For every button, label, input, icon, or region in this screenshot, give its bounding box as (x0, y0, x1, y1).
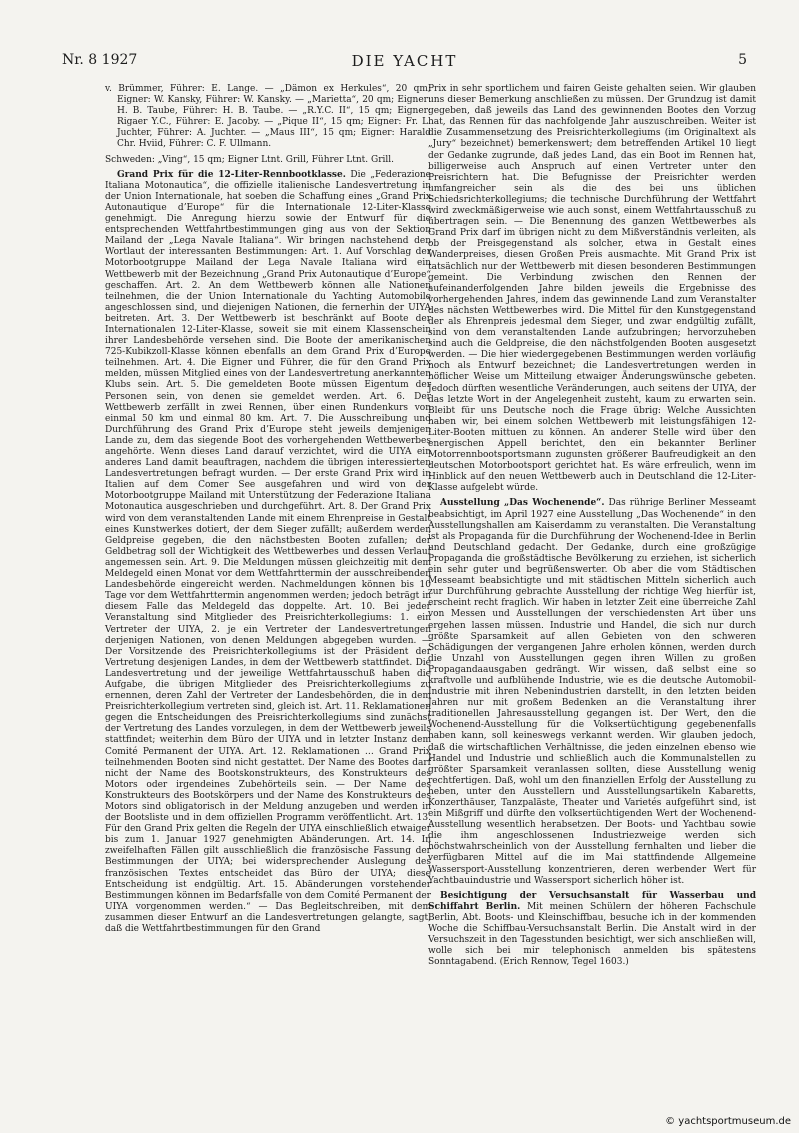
magazine-title: DIE YACHT (351, 52, 458, 70)
page-header (62, 52, 747, 74)
left-column (105, 84, 431, 935)
besichtigung-article (428, 891, 756, 969)
besichtigung-heading: Besichtigung der Versuchsanstalt für Wasserbau und Schiffahrt Berlin. (428, 890, 756, 912)
ausstellung-heading: Ausstellung „Das Wochenende“. (440, 498, 605, 509)
grand-prix-continuation: Prix in sehr sportlichem und fairen Geiste gehalten seien. Wir glauben uns dieser Bemerkung anschließen zu müssen. Der Grundzug ist damit gegeben, daß jeweils das Land des gewinnenden Bootes den Vorzug hat, das Rennen für das nachfolgende Jahr auszuschreiben. Weiter ist die Zusammensetzung des Preisrichterkollegiums (im Originaltext als „Jury“ bezeichnet) bemerkenswert; dem betreffenden Artikel 10 liegt der Gedanke zugrunde, daß jedes Land, das ein Boot im Rennen hat, billigerweise auch Anspruch auf einen Vertreter unter den Preisrichtern hat. Die Befugnisse der Preisrichter werden umfangreicher sein als die des bei uns üblichen Schiedsrichterkollegiums; die technische Durchführung der Wettfahrt wird zweckmäßigerweise wie auch sonst, einem Wettfahrtausschuß zu übertragen sein. — Die Benennung des ganzen Wettbewerbes als Grand Prix darf im übrigen nicht zu dem Mißverständnis verleiten, als ob der Preisgegenstand als solcher, etwa in Gestalt eines Wanderpreises, diesen Großen Preis ausmachte. Mit Grand Prix ist tatsächlich nur der Wettbewerb mit diesen besonderen Bestimmungen gemeint. Die Verbindung zwischen den Rennen der aufeinanderfolgenden Jahre bilden jeweils die Ergebnisse des vorhergehenden Jahres, indem das gewinnende Land zum Veranstalter des nächsten Wettbewerbes wird. Die Mittel für den Kunstgegenstand der als Ehrenpreis jedesmal dem Sieger, und zwar endgültig zufällt, sind von dem veranstaltenden Lande aufzubringen; hervorzuheben sind auch die Geldpreise, die den nächstfolgenden Booten ausgesetzt werden. — Die hier wiedergegebenen Bestimmungen werden vorläufig noch als Entwurf bezeichnet; die Landesvertretungen werden in höflicher Weise um Mitteilung etwaiger Änderungswünsche gebeten. Jedoch dürften wesentliche Veränderungen, auch seitens der UIYA, der das letzte Wort in der Angelegenheit zusteht, kaum zu erwarten sein. Bleibt für uns Deutsche noch die Frage übrig: Welche Aussichten haben wir, bei einem solchen Wettbewerb mit leistungsfähigen 12-Liter-Booten mittuen zu können. An anderer Stelle wird über den energischen Appell berichtet, den ein bekannter Berliner Motorrennbootsportsmann zugunsten größerer Baufreudigkeit an den deutschen Motorbootsport gerichtet hat. Es wäre erfreulich, wenn im Hinblick auf den neuen Wettbewerb auch in Deutschland die 12-Liter-Klasse aufgelebt würde. (428, 84, 756, 494)
grand-prix-text: Die „Federazione Italiana Motonautica“, die offizielle italienische Landesvertretung in der Union Internationale, hat soeben die Schaffung eines „Grand Prix Autonautique d’Europe“ für die Internationale 12-Liter-Klasse genehmigt. Die Anregung hierzu sowie der Entwurf für die entsprechenden Wettfahrtbestimmungen ging aus von der Sektion Mailand der „Lega Navale Italiana“. Wir bringen nachstehend den Wortlaut der interessanten Bestimmungen: Art. 1. Auf Vorschlag der Motorbootgruppe Mailand der Lega Navale Italiana wird ein Wettbewerb mit der Bezeichnung „Grand Prix Autonautique d’Europe“ geschaffen. Art. 2. An dem Wettbewerb können alle Nationen teilnehmen, die der Union Internationale du Yachting Automobile angeschlossen sind, und diejenigen Nationen, die fernerhin der UIYA beitreten. Art. 3. Der Wettbewerb ist beschränkt auf Boote der Internationalen 12-Liter-Klasse, soweit sie mit einem Klassenschein ihrer Landesbehörde versehen sind. Die Boote der amerikanischen 725-Kubikzoll-Klasse können ebenfalls an dem Grand Prix d’Europe teilnehmen. Art. 4. Die Eigner und Führer, die für den Grand Prix melden, müssen Mitglied eines von der Landesvertretung anerkannten Klubs sein. Art. 5. Die gemeldeten Boote müssen Eigentum der Personen sein, von denen sie gemeldet werden. Art. 6. Der Wettbewerb zerfällt in zwei Rennen, über einen Rundenkurs von einmal 50 km und einmal 80 km. Art. 7. Die Ausschreibung und Durchführung des Grand Prix d’Europe steht jeweils demjenigen Lande zu, dem das siegende Boot des vorhergehenden Wettbewerbes angehörte. Wenn dieses Land darauf verzichtet, wird die UIYA ein anderes Land damit beauftragen, nachdem die übrigen interessierten Landesvertretungen befragt wurden. — Der erste Grand Prix wird in Italien auf dem Comer See ausgefahren und wird von der Motorbootgruppe Mailand mit Unterstützung der Federazione Italiana Motonautica ausgeschrieben und durchgeführt. Art. 8. Der Grand Prix wird von dem veranstaltenden Lande mit einem Ehrenpreise in Gestalt eines Kunstwerkes dotiert, der dem Sieger zufällt; außerdem werden Geldpreise gegeben, die den nächstbesten Booten zufallen; der Geldbetrag soll der Wichtigkeit des Wettbewerbes und dessen Verlauf angemessen sein. Art. 9. Die Meldungen müssen gleichzeitig mit dem Meldegeld einen Monat vor dem Wettfahrttermin der ausschreibenden Landesbehörde eingereicht werden. Nachmeldungen können bis 10 Tage vor dem Wettfahrttermin angenommen werden; jedoch beträgt in diesem Falle das Meldegeld das doppelte. Art. 10. Bei jeder Veranstaltung sind Mitglieder des Preisrichterkollegiums: 1. ein Vertreter der UIYA, 2. je ein Vertreter der Landesvertretungen derjenigen Nationen, von denen Meldungen abgegeben wurden. — Der Vorsitzende des Preisrichterkollegiums ist der Präsident der Vertretung desjenigen Landes, in dem der Wettbewerb stattfindet. Die Landesvertretung und der jeweilige Wettfahrtausschuß haben die Aufgabe, die übrigen Mitglieder des Preisrichterkollegiums zu ernennen, deren Zahl der Vertreter der Landesbehörden, die in dem Preisrichterkollegium vertreten sind, gleich ist. Art. 11. Reklamationen gegen die Entscheidungen des Preisrichterkollegiums sind zunächst der Vertretung des Landes vorzulegen, in dem der Wettbewerb jeweils stattfindet; weiterhin dem Büro der UIYA und in letzter Instanz dem Comité Permanent der UIYA. Art. 12. Reklamationen … Grand Prix teilnehmenden Booten sind nicht gestattet. Der Name des Bootes darf nicht der Name des Bootskonstrukteurs, des Konstrukteurs des Motors oder irgendeines Zubehörteils sein. — Der Name des Konstrukteurs des Bootskörpers und der Name des Konstrukteurs des Motors sind obligatorisch in der Meldung anzugeben und werden in der Bootsliste und in dem offiziellen Programm veröffentlicht. Art. 13. Für den Grand Prix gelten die Regeln der UIYA einschließlich etwaiger bis zum 1. Januar 1927 genehmigten Abänderungen. Art. 14. In zweifelhaften Fällen gilt ausschließlich die französische Fassung der Bestimmungen der UIYA; bei widersprechender Auslegung des französischen Textes entscheidet das Büro der UIYA; diese Entscheidung ist endgültig. Art. 15. Abänderungen vorstehender Bestimmungen können im Bedarfsfalle von dem Comité Permanent der UIYA vorgenommen werden.“ — Das Begleitschreiben, mit dem zusammen dieser Entwurf an die Landesvertretungen gelangte, sagt, daß die Wettfahrtbestimmungen für den Grand (105, 169, 431, 935)
issue-number: Nr. 8 1927 (62, 52, 138, 68)
ausstellung-text: Das rührige Berliner Messeamt beabsichtigt, im April 1927 eine Ausstellung „Das Wochenende“ in den Ausstellungshallen am Kaiserdamm zu veranstalten. Die Veranstaltung ist als Propaganda für die Durchführung der Wochenend-Idee in Berlin und Deutschland gedacht. Der Gedanke, durch eine großzügige Propaganda die großstädtische Bevölkerung zu erziehen, ist sicherlich ein sehr guter und begrüßenswerter. Ob aber die vom Städtischen Messeamt beabsichtigte und mit städtischen Mitteln sicherlich auch zur Durchführung gebrachte Ausstellung der richtige Weg hierfür ist, erscheint recht fraglich. Wir haben in letzter Zeit eine überreiche Zahl von Messen und Ausstellungen der verschiedensten Art über uns ergehen lassen müssen. Industrie und Handel, die sich nur durch größte Sparsamkeit auf allen Gebieten von den schweren Schädigungen der vergangenen Jahre erholen können, werden durch die Unzahl von Ausstellungen gegen ihren Willen zu großen Propagandaausgaben gedrängt. Wir wissen, daß selbst eine so kraftvolle und aufblühende Industrie, wie es die deutsche Automobil-Industrie mit ihren Nebenindustrien darstellt, in den letzten beiden Jahren nur mit großem Bedenken an die Veranstaltung ihrer traditionellen Jahresausstellung gegangen ist. Der Wert, den die Wochenend-Ausstellung für die Volksertüchtigung gegebenenfalls haben kann, soll keineswegs verkannt werden. Wir glauben jedoch, daß die wirtschaftlichen Verhältnisse, die jeden einzelnen ebenso wie Handel und Industrie und schließlich auch die Kommunalstellen zu größter Sparsamkeit veranlassen sollten, diese Ausstellung wenig rechtfertigen. Daß, wohl um den finanziellen Erfolg der Ausstellung zu heben, unter den Ausstellern und Ausstellungsartikeln Kabaretts, Konzerthäuser, Tanzpaläste, Theater und Varietés aufgeführt sind, ist ein Mißgriff und dürfte den volksertüchtigenden Wert der Wochenend-Ausstellung wesentlich herabsetzen. Der Boots- und Yachtbau sowie die ihm angeschlossenen Industriezweige werden sich höchstwahrscheinlich von der Ausstellung fernhalten und lieber die verfügbaren Mittel auf die im Mai stattfindende Allgemeine Wassersport-Ausstellung konzentrieren, deren werbender Wert für Yachtbauindustrie und Wassersport sicherlich höher ist. (428, 498, 756, 886)
besichtigung-text: Mit meinen Schülern der höheren Fachschule Berlin, Abt. Boots- und Kleinschiffbau, besuche ich in der kommenden Woche die Schiffbau-Versuchsanstalt Berlin. Die Anstalt wird in der Versuchszeit in den Tagesstunden besichtigt, wer sich anschließen will, wolle sich bei mir telephonisch anmelden bis spätestens Sonntagabend. (Erich Rennow, Tegel 1603.) (428, 901, 756, 968)
regatta-entries-list: v. Brümmer, Führer: E. Lange. — „Dämon ex Herkules“, 20 qm; Eigner: W. Kansky, Führer: W. Kansky. — „Marietta“, 20 qm; Eigner: H. B. Taube, Führer: H. B. Taube. — „R.Y.C. II“, 15 qm; Eigner: Rigaer Y.C., Führer: E. Jacoby. — „Pique II“, 15 qm; Eigner: Fr. L. Juchter, Führer: A. Juchter. — „Maus III“, 15 qm; Eigner: Harald Chr. Hviid, Führer: C. F. Ullmann. (105, 84, 431, 150)
right-column (428, 84, 756, 968)
ausstellung-article (428, 498, 756, 886)
regatta-entries-sweden: Schweden: „Ving“, 15 qm; Eigner Ltnt. Grill, Führer Ltnt. Grill. (105, 154, 394, 165)
watermark-link[interactable]: © yachtsportmuseum.de (665, 1116, 791, 1127)
grand-prix-heading: Grand Prix für die 12-Liter-Rennbootklasse. (117, 169, 346, 180)
page-number: 5 (738, 52, 747, 68)
grand-prix-article (105, 170, 431, 935)
